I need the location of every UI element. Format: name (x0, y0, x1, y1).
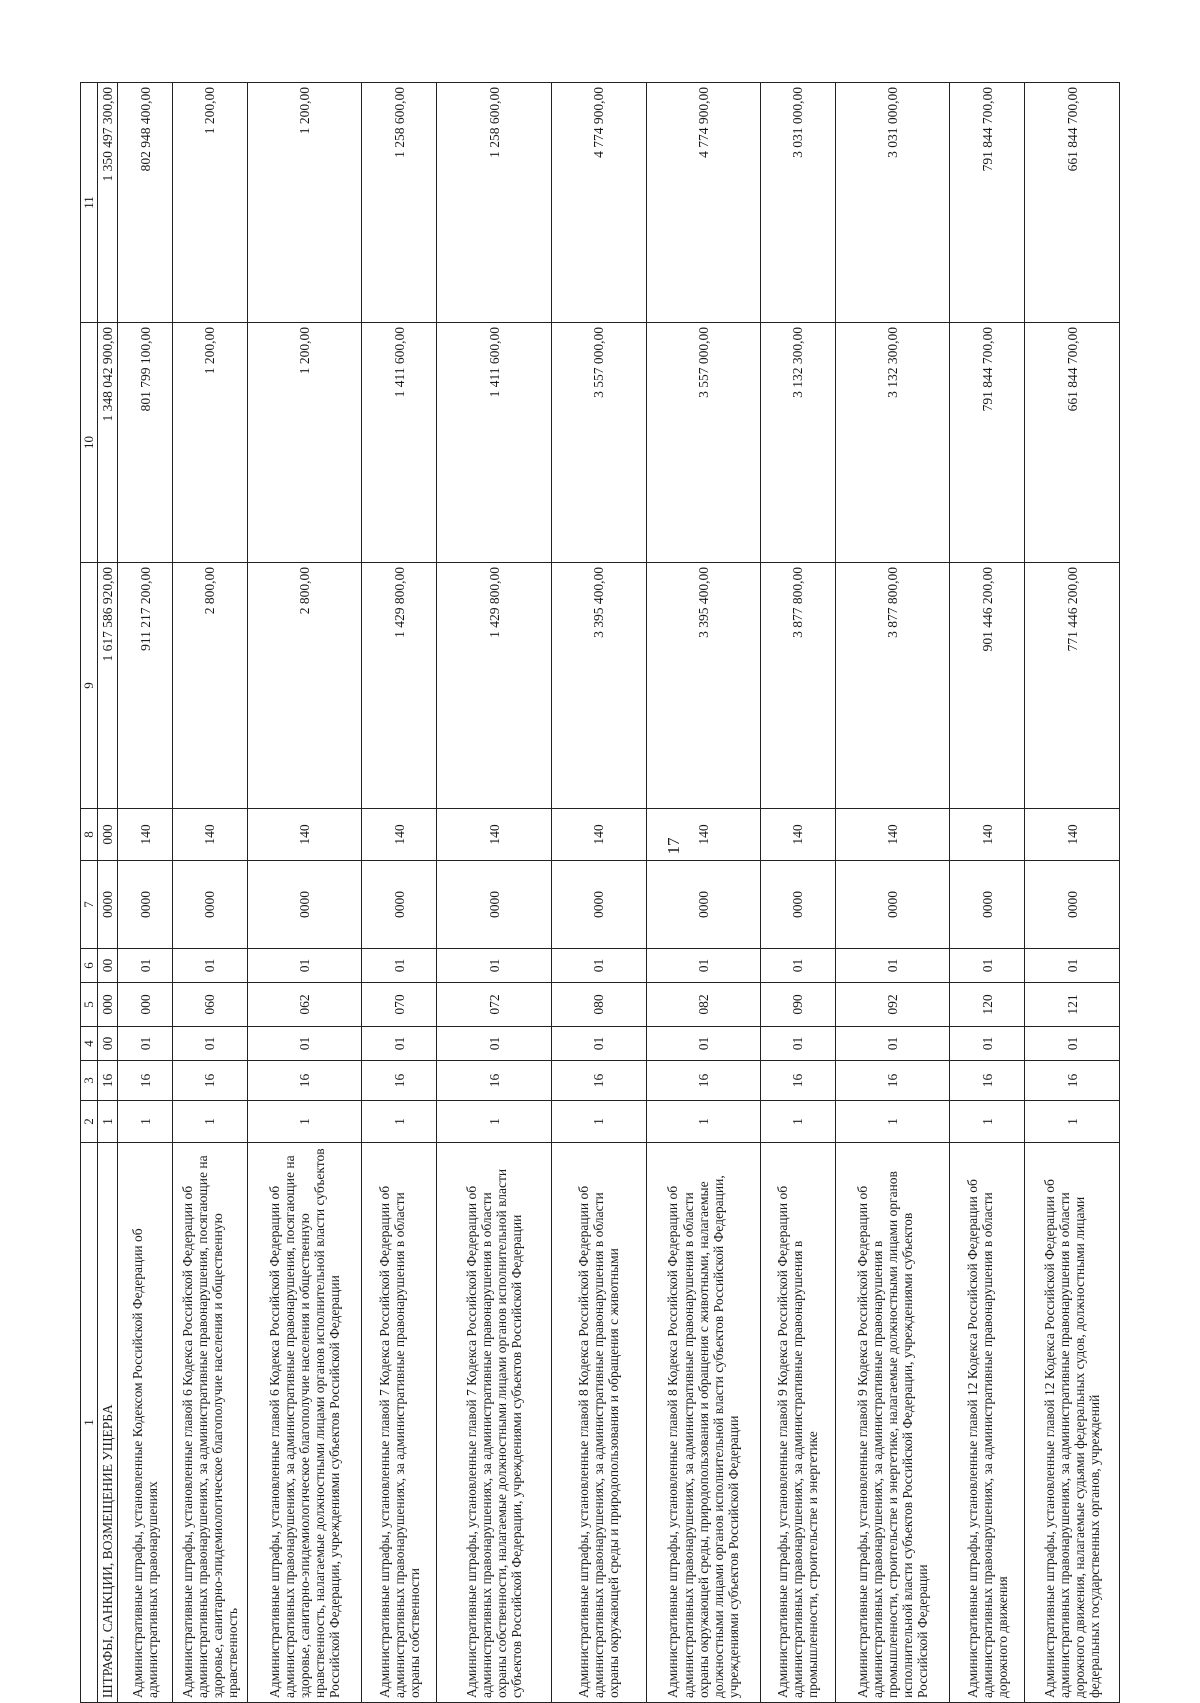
code-cell: 16 (98, 1061, 118, 1101)
code-cell: 140 (761, 809, 836, 861)
amount-cell: 3 132 300,00 (835, 323, 950, 563)
amount-cell: 661 844 700,00 (1025, 323, 1120, 563)
code-cell: 0000 (118, 861, 173, 949)
code-cell: 16 (1025, 1061, 1120, 1101)
code-cell: 072 (437, 983, 552, 1027)
amount-cell: 3 877 800,00 (835, 563, 950, 809)
code-cell: 01 (362, 949, 437, 983)
amount-cell: 1 617 586 920,00 (98, 563, 118, 809)
amount-cell: 771 446 200,00 (1025, 563, 1120, 809)
code-cell: 16 (362, 1061, 437, 1101)
amount-cell: 1 348 042 900,00 (98, 323, 118, 563)
row-description: Административные штрафы, установленные главой 6 Кодекса Российской Федерации об административных правонарушениях, за административные правонарушения, посягающие на здоровье, санитарно-эпидемиологическое благополучие населения и общественную нравственность (173, 1143, 248, 1703)
code-cell: 0000 (362, 861, 437, 949)
code-cell: 140 (362, 809, 437, 861)
row-description: Административные штрафы, установленные главой 9 Кодекса Российской Федерации об административных правонарушениях, за административные правонарушения в промышленности, строительстве и энергетике (761, 1143, 836, 1703)
table-row (1025, 83, 1120, 1703)
amount-cell: 791 844 700,00 (950, 323, 1025, 563)
column-number: 8 (81, 809, 98, 861)
code-cell: 16 (247, 1061, 362, 1101)
amount-cell: 3 877 800,00 (761, 563, 836, 809)
column-number: 6 (81, 949, 98, 983)
amount-cell: 801 799 100,00 (118, 323, 173, 563)
code-cell: 1 (247, 1101, 362, 1143)
code-cell: 01 (437, 1027, 552, 1061)
code-cell: 1 (835, 1101, 950, 1143)
code-cell: 0000 (247, 861, 362, 949)
amount-cell: 3 132 300,00 (761, 323, 836, 563)
code-cell: 16 (173, 1061, 248, 1101)
table-row (247, 83, 362, 1703)
code-cell: 01 (362, 1027, 437, 1061)
column-number: 5 (81, 983, 98, 1027)
code-cell: 140 (950, 809, 1025, 861)
table-total-row (98, 83, 118, 1703)
amount-cell: 3 031 000,00 (761, 83, 836, 323)
table-row (173, 83, 248, 1703)
code-cell: 1 (1025, 1101, 1120, 1143)
code-cell: 1 (362, 1101, 437, 1143)
amount-cell: 1 200,00 (247, 323, 362, 563)
code-cell: 01 (950, 1027, 1025, 1061)
code-cell: 01 (646, 949, 761, 983)
code-cell: 01 (247, 1027, 362, 1061)
code-cell: 01 (835, 1027, 950, 1061)
amount-cell: 1 411 600,00 (437, 323, 552, 563)
page-number: 17 (664, 837, 683, 855)
amount-cell: 3 557 000,00 (646, 323, 761, 563)
code-cell: 01 (551, 949, 646, 983)
code-cell: 140 (247, 809, 362, 861)
column-number: 11 (81, 83, 98, 323)
code-cell: 000 (98, 809, 118, 861)
code-cell: 121 (1025, 983, 1120, 1027)
code-cell: 140 (835, 809, 950, 861)
amount-cell: 1 200,00 (247, 83, 362, 323)
code-cell: 0000 (173, 861, 248, 949)
code-cell: 080 (551, 983, 646, 1027)
code-cell: 000 (118, 983, 173, 1027)
amount-cell: 3 395 400,00 (551, 563, 646, 809)
table-row (362, 83, 437, 1703)
code-cell: 01 (1025, 949, 1120, 983)
amount-cell: 1 258 600,00 (362, 83, 437, 323)
code-cell: 01 (1025, 1027, 1120, 1061)
code-cell: 120 (950, 983, 1025, 1027)
row-description: Административные штрафы, установленные главой 7 Кодекса Российской Федерации об административных правонарушениях, за административные правонарушения в области охраны собственности (362, 1143, 437, 1703)
amount-cell: 791 844 700,00 (950, 83, 1025, 323)
code-cell: 1 (98, 1101, 118, 1143)
amount-cell: 911 217 200,00 (118, 563, 173, 809)
amount-cell: 1 200,00 (173, 323, 248, 563)
code-cell: 00 (98, 949, 118, 983)
amount-cell: 2 800,00 (247, 563, 362, 809)
code-cell: 01 (761, 949, 836, 983)
row-description: Административные штрафы, установленные главой 9 Кодекса Российской Федерации об административных правонарушениях, за административные правонарушения в промышленности, строительстве и энергетике, налагаемые должностными лицами органов исполнительной власти субъектов Российской Федерации, учреждениями субъектов Российской Федерации (835, 1143, 950, 1703)
code-cell: 070 (362, 983, 437, 1027)
amount-cell: 1 350 497 300,00 (98, 83, 118, 323)
row-description: Административные штрафы, установленные главой 6 Кодекса Российской Федерации об административных правонарушениях, за административные правонарушения, посягающие на здоровье, санитарно-эпидемиологическое благополучие населения и общественную нравственность, налагаемые должностными лицами органов исполнительной власти субъектов Российской Федерации, учреждениями субъектов Российской Федерации (247, 1143, 362, 1703)
amount-cell: 1 200,00 (173, 83, 248, 323)
code-cell: 01 (835, 949, 950, 983)
amount-cell: 3 031 000,00 (835, 83, 950, 323)
code-cell: 0000 (646, 861, 761, 949)
code-cell: 01 (551, 1027, 646, 1061)
code-cell: 0000 (551, 861, 646, 949)
table-row (118, 83, 173, 1703)
code-cell: 000 (98, 983, 118, 1027)
amount-cell: 901 446 200,00 (950, 563, 1025, 809)
amount-cell: 3 395 400,00 (646, 563, 761, 809)
code-cell: 0000 (98, 861, 118, 949)
code-cell: 01 (761, 1027, 836, 1061)
column-number: 1 (81, 1143, 98, 1703)
code-cell: 1 (761, 1101, 836, 1143)
amount-cell: 1 429 800,00 (362, 563, 437, 809)
row-description: Административные штрафы, установленные главой 7 Кодекса Российской Федерации об административных правонарушениях, за административные правонарушения в области охраны собственности, налагаемые должностными лицами органов исполнительной власти субъектов Российской Федерации, учреждениями субъектов Российской Федерации (437, 1143, 552, 1703)
code-cell: 140 (118, 809, 173, 861)
table-row (761, 83, 836, 1703)
code-cell: 01 (173, 1027, 248, 1061)
code-cell: 01 (247, 949, 362, 983)
code-cell: 0000 (1025, 861, 1120, 949)
rotated-table-container (80, 83, 1120, 1703)
amount-cell: 1 429 800,00 (437, 563, 552, 809)
code-cell: 16 (118, 1061, 173, 1101)
amount-cell: 1 411 600,00 (362, 323, 437, 563)
amount-cell: 4 774 900,00 (646, 83, 761, 323)
table-row (437, 83, 552, 1703)
column-numbers-row (81, 83, 98, 1703)
column-number: 3 (81, 1061, 98, 1101)
code-cell: 082 (646, 983, 761, 1027)
row-description: Административные штрафы, установленные главой 8 Кодекса Российской Федерации об административных правонарушениях, за административные правонарушения в области охраны окружающей среды и природопользования и обращения с животными (551, 1143, 646, 1703)
code-cell: 140 (551, 809, 646, 861)
row-description: Административные штрафы, установленные главой 8 Кодекса Российской Федерации об административных правонарушениях, за административные правонарушения в области охраны окружающей среды, природопользования и обращения с животными, налагаемые должностными лицами органов исполнительной власти субъектов Российской Федерации, учреждениями субъектов Российской Федерации (646, 1143, 761, 1703)
code-cell: 1 (437, 1101, 552, 1143)
table-row (950, 83, 1025, 1703)
table-row (835, 83, 950, 1703)
code-cell: 16 (950, 1061, 1025, 1101)
amount-cell: 3 557 000,00 (551, 323, 646, 563)
column-number: 2 (81, 1101, 98, 1143)
code-cell: 140 (173, 809, 248, 861)
code-cell: 060 (173, 983, 248, 1027)
amount-cell: 661 844 700,00 (1025, 83, 1120, 323)
column-number: 10 (81, 323, 98, 563)
budget-table (80, 82, 1120, 1703)
row-description: Административные штрафы, установленные главой 12 Кодекса Российской Федерации об административных правонарушениях, за административные правонарушения в области дорожного движения, налагаемые судьями федеральных судов, должностными лицами федеральных государственных органов, учреждений (1025, 1143, 1120, 1703)
table-row (551, 83, 646, 1703)
code-cell: 01 (437, 949, 552, 983)
code-cell: 0000 (437, 861, 552, 949)
code-cell: 140 (1025, 809, 1120, 861)
code-cell: 16 (437, 1061, 552, 1101)
table-row (646, 83, 761, 1703)
code-cell: 1 (551, 1101, 646, 1143)
row-description: Административные штрафы, установленные Кодексом Российской Федерации об административных правонарушениях (118, 1143, 173, 1703)
code-cell: 0000 (835, 861, 950, 949)
amount-cell: 1 258 600,00 (437, 83, 552, 323)
code-cell: 090 (761, 983, 836, 1027)
code-cell: 140 (437, 809, 552, 861)
code-cell: 01 (118, 1027, 173, 1061)
amount-cell: 802 948 400,00 (118, 83, 173, 323)
code-cell: 01 (118, 949, 173, 983)
code-cell: 16 (551, 1061, 646, 1101)
code-cell: 01 (950, 949, 1025, 983)
code-cell: 1 (118, 1101, 173, 1143)
row-description: ШТРАФЫ, САНКЦИИ, ВОЗМЕЩЕНИЕ УЩЕРБА (98, 1143, 118, 1703)
code-cell: 16 (646, 1061, 761, 1101)
code-cell: 0000 (761, 861, 836, 949)
code-cell: 140 (646, 809, 761, 861)
column-number: 4 (81, 1027, 98, 1061)
amount-cell: 4 774 900,00 (551, 83, 646, 323)
code-cell: 00 (98, 1027, 118, 1061)
code-cell: 01 (646, 1027, 761, 1061)
code-cell: 092 (835, 983, 950, 1027)
amount-cell: 2 800,00 (173, 563, 248, 809)
code-cell: 1 (646, 1101, 761, 1143)
code-cell: 01 (173, 949, 248, 983)
column-number: 9 (81, 563, 98, 809)
code-cell: 0000 (950, 861, 1025, 949)
code-cell: 062 (247, 983, 362, 1027)
code-cell: 16 (835, 1061, 950, 1101)
code-cell: 1 (173, 1101, 248, 1143)
code-cell: 1 (950, 1101, 1025, 1143)
row-description: Административные штрафы, установленные главой 12 Кодекса Российской Федерации об административных правонарушениях, за административные правонарушения в области дорожного движения (950, 1143, 1025, 1703)
code-cell: 16 (761, 1061, 836, 1101)
column-number: 7 (81, 861, 98, 949)
